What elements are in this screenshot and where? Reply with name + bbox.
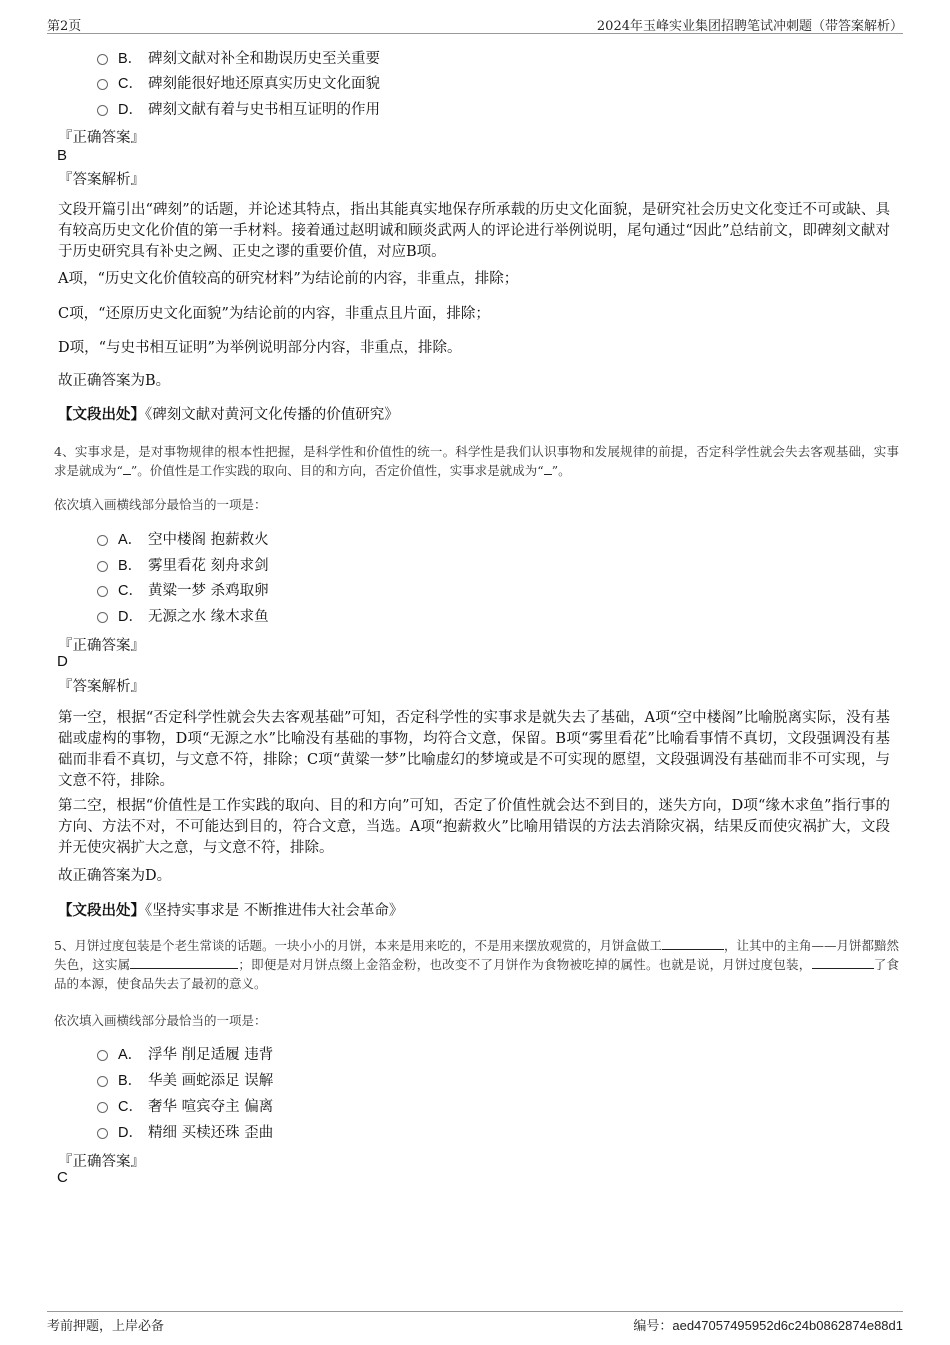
source-label: 【文段出处】	[58, 406, 145, 423]
answer-blank	[812, 955, 874, 969]
page-header	[47, 15, 903, 34]
q3-correct-label: 『正确答案』	[58, 130, 145, 146]
q3-analysis-paragraph: 文段开篇引出“碑刻”的话题，并论述其特点，指出其能真实地保存所承载的历史文化面貌，是研究社会历史文化变迁不可或缺、具有较高历史文化价值的第一手材料。接着通过赵明诚和顾炎武两人的评论进行举例说明，尾句通过“因此”总结前文，即碑刻文献对于历史研究具有补史之阙、正史之谬的重要价值，对应B项。	[58, 202, 890, 260]
q4-option-b[interactable]: B． 雾里看花 刻舟求剑	[97, 554, 269, 574]
q5-stem: 5、月饼过度包装是个老生常谈的话题。一块小小的月饼，本来是用来吃的，不是用来摆放观赏的，月饼盒做工 ，让其中的主角——月饼都黯然失色，这实属 ；即便是对月饼点缀上金箔金粉，也改变不了月饼作为食物被吃掉的属性。也就是说，月饼过度包装， 了食品的本源，使食品失去了最初的意义。	[54, 938, 899, 991]
page-footer	[47, 1311, 903, 1335]
q3-analysis-paragraph: D项，“与史书相互证明”为举例说明部分内容，非重点，排除。	[58, 340, 462, 356]
q3-source	[58, 404, 890, 426]
radio-icon[interactable]	[97, 105, 108, 116]
radio-icon[interactable]	[97, 1102, 108, 1113]
source-title: 《碑刻文献对黄河文化传播的价值研究》	[145, 407, 399, 423]
q5-option-b[interactable]: B． 华美 画蛇添足 误解	[97, 1069, 273, 1089]
q3-correct-value: B	[57, 147, 68, 164]
q5-correct-value: C	[57, 1169, 68, 1186]
q4-option-d[interactable]: D． 无源之水 缘木求鱼	[97, 605, 269, 625]
q3-analysis-conclusion: 故正确答案为B。	[58, 373, 171, 389]
q5-correct-label: 『正确答案』	[58, 1154, 145, 1170]
q3-analysis-paragraph: A项，“历史文化价值较高的研究材料”为结论前的内容，非重点，排除；	[58, 271, 519, 287]
q4-analysis-label: 『答案解析』	[58, 679, 145, 695]
q5-option-a[interactable]: A． 浮华 削足适履 违背	[97, 1043, 273, 1063]
q4-source	[58, 900, 890, 922]
q5-instruction: 依次填入画横线部分最恰当的一项是：	[54, 1013, 267, 1028]
q4-correct-label: 『正确答案』	[58, 638, 145, 654]
q4-analysis-paragraph: 第一空，根据“否定科学性就会失去客观基础”可知，否定科学性的实事求是就失去了基础，A项“空中楼阁”比喻脱离实际，没有基础或虚构的事物，D项“无源之水”比喻没有基础的事物，均符合文意，保留。B项“雾里看花”比喻看事情不真切，文段强调没有基础而非看不真切，与文意不符，排除；C项“黄粱一梦”比喻虚幻的梦境或是不可实现的愿望，文段强调没有基础而非不可实现，与文意不符，排除。	[58, 710, 890, 789]
q4-option-a[interactable]: A． 空中楼阁 抱薪救火	[97, 528, 269, 548]
radio-icon[interactable]	[97, 1076, 108, 1087]
radio-icon[interactable]	[97, 535, 108, 546]
q5-option-d[interactable]: D． 精细 买椟还珠 歪曲	[97, 1121, 273, 1141]
answer-blank	[123, 461, 131, 475]
q3-analysis-label: 『答案解析』	[58, 172, 145, 188]
q3-option-b[interactable]: B． 碑刻文献对补全和勘误历史至关重要	[97, 47, 380, 67]
radio-icon[interactable]	[97, 561, 108, 572]
source-title: 《坚持实事求是 不断推进伟大社会革命》	[145, 903, 404, 919]
page-number: 第2页	[47, 19, 82, 34]
q4-stem: 4、实事求是，是对事物规律的根本性把握，是科学性和价值性的统一。科学性是我们认识事物和发展规律的前提，否定科学性就会失去客观基础，实事求是就成为“ ”。价值性是工作实践的取向、目的和方向，否定价值性，实事求是就成为“ ”。	[54, 444, 899, 478]
q4-correct-value: D	[57, 653, 68, 670]
radio-icon[interactable]	[97, 1128, 108, 1139]
radio-icon[interactable]	[97, 54, 108, 65]
source-label: 【文段出处】	[58, 902, 145, 919]
answer-blank	[130, 955, 238, 969]
q3-option-c[interactable]: C． 碑刻能很好地还原真实历史文化面貌	[97, 72, 380, 92]
q4-option-c[interactable]: C． 黄粱一梦 杀鸡取卵	[97, 579, 269, 599]
answer-blank	[544, 461, 552, 475]
radio-icon[interactable]	[97, 612, 108, 623]
radio-icon[interactable]	[97, 79, 108, 90]
q5-option-c[interactable]: C． 奢华 喧宾夺主 偏离	[97, 1095, 273, 1115]
q3-analysis-paragraph: C项，“还原历史文化面貌”为结论前的内容，非重点且片面，排除；	[58, 306, 490, 322]
radio-icon[interactable]	[97, 1050, 108, 1061]
q3-option-d[interactable]: D． 碑刻文献有着与史书相互证明的作用	[97, 98, 380, 118]
answer-blank	[662, 936, 724, 950]
q4-instruction: 依次填入画横线部分最恰当的一项是：	[54, 497, 267, 512]
document-title: 2024年玉峰实业集团招聘笔试冲刺题（带答案解析）	[596, 19, 903, 34]
q4-analysis-paragraph: 第二空，根据“价值性是工作实践的取向、目的和方向”可知，否定了价值性就会达不到目的，迷失方向，D项“缘木求鱼”指行事的方向、方法不对，不可能达到目的，符合文意，当选。A项“抱薪救火”比喻用错误的方法去消除灾祸，结果反而使灾祸扩大，文段并无使灾祸扩大之意，与文意不符，排除。	[58, 798, 890, 856]
document-code: 编号：aed47057495952d6c24b0862874e88d1	[633, 1318, 903, 1334]
footer-slogan: 考前押题，上岸必备	[47, 1319, 165, 1334]
q4-analysis-conclusion: 故正确答案为D。	[58, 868, 172, 884]
radio-icon[interactable]	[97, 586, 108, 597]
